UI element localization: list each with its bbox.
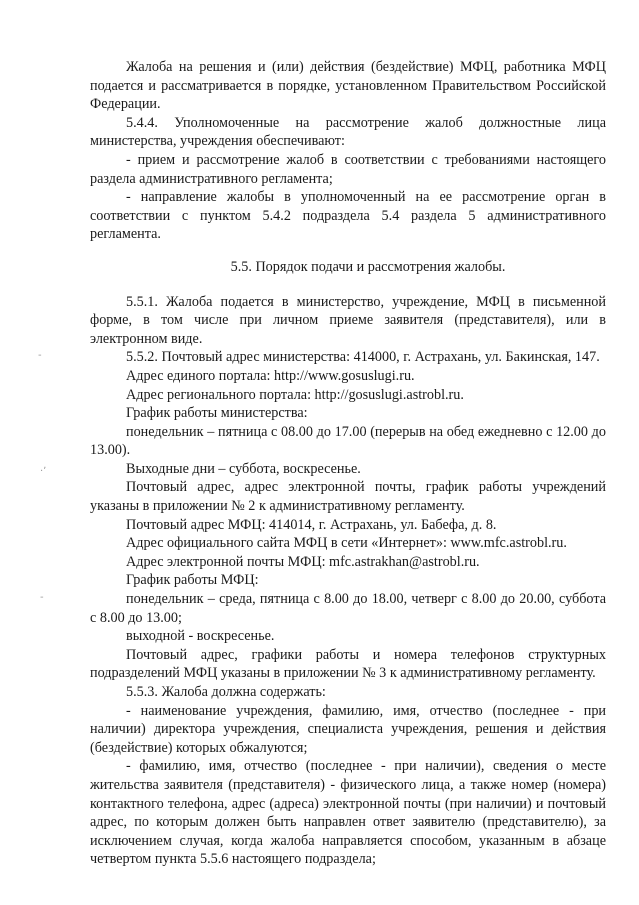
paragraph: 5.5.3. Жалоба должна содержать: — [126, 684, 326, 700]
paragraph: 5.5.1. Жалоба подается в министерство, учреждение, МФЦ в письменной форме, в том числе при личном приеме заявителя (представителя), или в электронном виде. — [90, 293, 606, 347]
paragraph: Адрес электронной почты МФЦ: mfc.astrakhan@astrobl.ru. — [126, 553, 480, 570]
paragraph: Почтовый адрес, графики работы и номера телефонов структурных подразделений МФЦ указаны в приложении № 3 к административному регламенту. — [90, 646, 606, 682]
paragraph: выходной - воскресенье. — [126, 628, 275, 645]
paragraph: График работы министерства: — [126, 405, 308, 422]
paragraph: понедельник – пятница с 08.00 до 17.00 (перерыв на обед ежедневно с 12.00 до 13.00). — [90, 423, 606, 459]
list-item: - наименование учреждения, фамилию, имя, отчество (последнее - при наличии) директора учреждения, специалиста учреждения, решения и действия (бездействие) которых обжалуются; — [90, 702, 606, 756]
paragraph: Адрес регионального портала: http://gosuslugi.astrobl.ru. — [126, 386, 464, 403]
paragraph: 5.5.2. Почтовый адрес министерства: 414000, г. Астрахань, ул. Бакинская, 147. — [126, 349, 600, 366]
paragraph: Адрес единого портала: http://www.gosuslugi.ru. — [126, 367, 415, 384]
section-heading: 5.5. Порядок подачи и рассмотрения жалобы. — [230, 258, 506, 275]
paragraph: понедельник – среда, пятница с 8.00 до 18.00, четверг с 8.00 до 20.00, суббота с 8.00 до 13.00; — [90, 591, 606, 626]
paragraph: Почтовый адрес МФЦ: 414014, г. Астрахань, ул. Бабефа, д. 8. — [126, 516, 497, 533]
list-item: - прием и рассмотрение жалоб в соответствии с требованиями настоящего раздела административного регламента; — [90, 151, 606, 187]
paragraph: 5.4.4. Уполномоченные на рассмотрение жалоб должностные лица министерства, учреждения обеспечивают: — [90, 114, 606, 150]
paragraph: Адрес официального сайта МФЦ в сети «Интернет»: www.mfc.astrobl.ru. — [126, 535, 567, 552]
list-item: - фамилию, имя, отчество (последнее - при наличии), сведения о месте жительства заявителя (представителя) - физического лица, а также номер (номера) контактного телефона, адрес (адреса) электронной почты (при наличии) и почтовый адрес, по которым должен быть направлен ответ заявителю (представителю), за исключением случая, когда жалоба направляется способом, указанным в абзаце четвертом пункта 5.5.6 настоящего подраздела; — [90, 758, 606, 868]
document-page — [90, 58, 606, 869]
list-item: - направление жалобы в уполномоченный на ее рассмотрение орган в соответствии с пунктом 5.4.2 подраздела 5.4 раздела 5 административного регламента. — [90, 189, 606, 243]
paragraph: График работы МФЦ: — [126, 572, 259, 589]
paragraph: Жалоба на решения и (или) действия (бездействие) МФЦ, работника МФЦ подается и рассматривается в порядке, установленном Правительством Российской Федерации. — [90, 59, 606, 113]
scan-mark: - — [38, 350, 42, 361]
scan-mark: - — [40, 592, 44, 603]
paragraph: Выходные дни – суббота, воскресенье. — [126, 460, 361, 477]
scan-mark: ·ʼ — [40, 466, 47, 477]
paragraph: Почтовый адрес, адрес электронной почты, график работы учреждений указаны в приложении № 2 к административному регламенту. — [90, 479, 606, 515]
